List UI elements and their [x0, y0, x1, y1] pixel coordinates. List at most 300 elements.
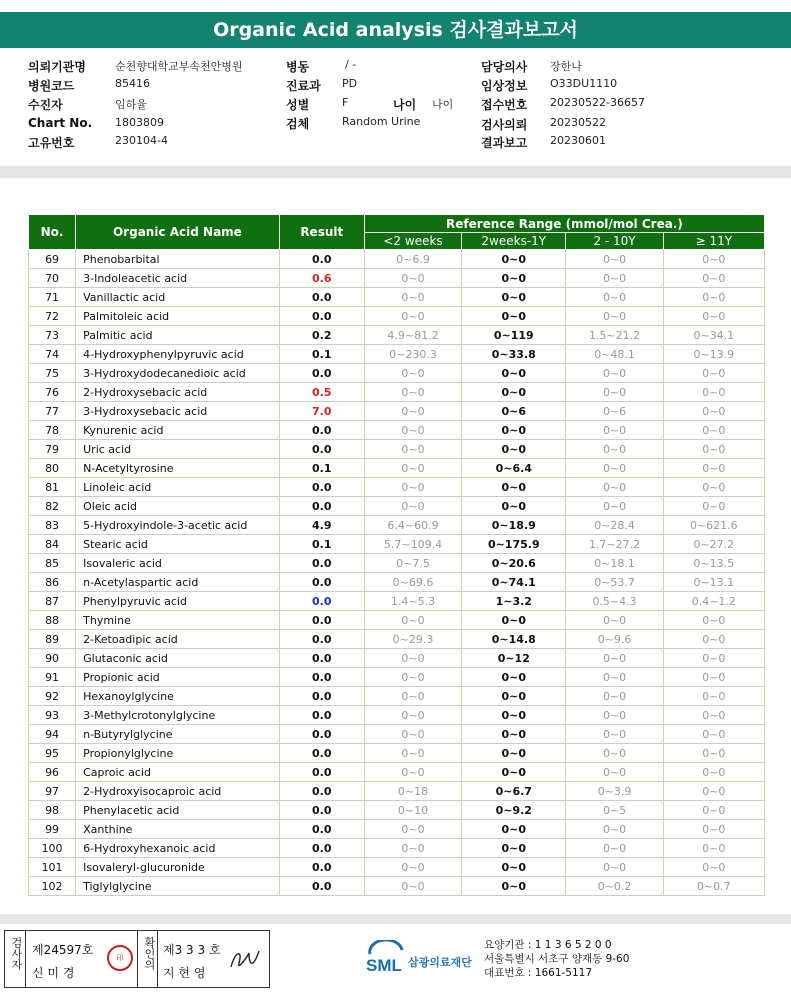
- row-number: 92: [29, 687, 76, 706]
- separator-band: [0, 166, 791, 178]
- range-under-2-weeks: 0~0: [364, 421, 461, 440]
- table-row: [29, 307, 765, 326]
- range-2weeks-1y: 0~0: [462, 763, 566, 782]
- result-value: 0.0: [279, 649, 364, 668]
- range-2weeks-1y: 0~18.9: [462, 516, 566, 535]
- result-value: 0.0: [279, 288, 364, 307]
- row-number: 100: [29, 839, 76, 858]
- acid-name: Tiglylglycine: [76, 877, 280, 896]
- range-2weeks-1y: 0~0: [462, 744, 566, 763]
- table-row: [29, 820, 765, 839]
- range-11y-plus: 0~27.2: [663, 535, 764, 554]
- request-value: 20230522: [550, 116, 606, 129]
- range-2weeks-1y: 1~3.2: [462, 592, 566, 611]
- table-row: [29, 326, 765, 345]
- range-11y-plus: 0~13.9: [663, 345, 764, 364]
- range-under-2-weeks: 0~0: [364, 649, 461, 668]
- table-row: [29, 421, 765, 440]
- acid-name: 6-Hydroxyhexanoic acid: [76, 839, 280, 858]
- range-2weeks-1y: 0~0: [462, 706, 566, 725]
- table-row: [29, 630, 765, 649]
- range-2-10y: 0.5~4.3: [566, 592, 663, 611]
- range-2-10y: 0~0: [566, 250, 663, 269]
- sex-label: 성별: [286, 98, 310, 112]
- range-2-10y: 0~0: [566, 649, 663, 668]
- acid-name: Hexanoylglycine: [76, 687, 280, 706]
- result-value: 4.9: [279, 516, 364, 535]
- range-under-2-weeks: 0~0: [364, 858, 461, 877]
- range-under-2-weeks: 0~0: [364, 744, 461, 763]
- range-2weeks-1y: 0~0: [462, 478, 566, 497]
- acid-name: 4-Hydroxyphenylpyruvic acid: [76, 345, 280, 364]
- header-r2: 2weeks-1Y: [462, 233, 566, 250]
- range-under-2-weeks: 1.4~5.3: [364, 592, 461, 611]
- acid-name: 3-Hydroxydodecanedioic acid: [76, 364, 280, 383]
- range-2weeks-1y: 0~0: [462, 611, 566, 630]
- acid-name: 2-Hydroxysebacic acid: [76, 383, 280, 402]
- row-number: 85: [29, 554, 76, 573]
- header-reference-range: Reference Range (mmol/mol Crea.): [364, 215, 764, 233]
- range-2-10y: 0~0: [566, 497, 663, 516]
- table-row: [29, 687, 765, 706]
- acid-name: n-Butyrylglycine: [76, 725, 280, 744]
- range-2weeks-1y: 0~0: [462, 725, 566, 744]
- range-under-2-weeks: 0~0: [364, 497, 461, 516]
- chart-value: 1803809: [115, 116, 164, 129]
- range-11y-plus: 0~0: [663, 725, 764, 744]
- code-value: 85416: [115, 77, 150, 90]
- table-row: [29, 250, 765, 269]
- range-2weeks-1y: 0~0: [462, 687, 566, 706]
- result-value: 0.0: [279, 782, 364, 801]
- confirm-label: 확인의: [143, 937, 156, 970]
- range-11y-plus: 0.4~1.2: [663, 592, 764, 611]
- table-row: [29, 839, 765, 858]
- row-number: 75: [29, 364, 76, 383]
- range-under-2-weeks: 0~0: [364, 383, 461, 402]
- range-2weeks-1y: 0~0: [462, 383, 566, 402]
- result-value: 0.0: [279, 877, 364, 896]
- range-2weeks-1y: 0~0: [462, 839, 566, 858]
- range-11y-plus: 0~0: [663, 402, 764, 421]
- range-2-10y: 0~0: [566, 706, 663, 725]
- acid-name: Uric acid: [76, 440, 280, 459]
- range-2weeks-1y: 0~0: [462, 440, 566, 459]
- result-value: 0.0: [279, 858, 364, 877]
- row-number: 98: [29, 801, 76, 820]
- acid-name: Palmitic acid: [76, 326, 280, 345]
- range-2-10y: 0~48.1: [566, 345, 663, 364]
- org-code: 요양기관 : 1 1 3 6 5 2 0 0: [484, 939, 612, 951]
- range-under-2-weeks: 0~0: [364, 820, 461, 839]
- range-11y-plus: 0~0: [663, 763, 764, 782]
- table-row: [29, 706, 765, 725]
- dept-value: PD: [342, 77, 358, 90]
- row-number: 83: [29, 516, 76, 535]
- hospital-label: 의뢰기관명: [28, 60, 86, 74]
- table-row: [29, 858, 765, 877]
- unique-value: 230104-4: [115, 134, 168, 147]
- range-2-10y: 0~0: [566, 725, 663, 744]
- range-11y-plus: 0~0: [663, 288, 764, 307]
- range-2weeks-1y: 0~0: [462, 364, 566, 383]
- range-11y-plus: 0~0: [663, 440, 764, 459]
- header-result: Result: [279, 215, 364, 250]
- result-value: 0.1: [279, 535, 364, 554]
- clinical-value: O33DU1110: [550, 77, 618, 90]
- table-row: [29, 763, 765, 782]
- result-value: 0.6: [279, 269, 364, 288]
- table-row: [29, 573, 765, 592]
- result-value: 0.0: [279, 668, 364, 687]
- tester-stamp: 印: [107, 945, 133, 971]
- row-number: 70: [29, 269, 76, 288]
- result-value: 0.1: [279, 459, 364, 478]
- acid-name: n-Acetylaspartic acid: [76, 573, 280, 592]
- range-2weeks-1y: 0~119: [462, 326, 566, 345]
- signature-box: [4, 930, 270, 988]
- ward-label: 병동: [286, 60, 310, 74]
- range-2-10y: 0~3.9: [566, 782, 663, 801]
- range-2weeks-1y: 0~175.9: [462, 535, 566, 554]
- range-11y-plus: 0~0: [663, 364, 764, 383]
- row-number: 97: [29, 782, 76, 801]
- range-2weeks-1y: 0~0: [462, 421, 566, 440]
- range-2weeks-1y: 0~0: [462, 668, 566, 687]
- range-2weeks-1y: 0~0: [462, 858, 566, 877]
- range-2weeks-1y: 0~9.2: [462, 801, 566, 820]
- acid-name: Xanthine: [76, 820, 280, 839]
- range-2weeks-1y: 0~6.7: [462, 782, 566, 801]
- row-number: 95: [29, 744, 76, 763]
- range-under-2-weeks: 0~6.9: [364, 250, 461, 269]
- range-under-2-weeks: 0~0: [364, 459, 461, 478]
- acid-name: N-Acetyltyrosine: [76, 459, 280, 478]
- range-2-10y: 0~0: [566, 839, 663, 858]
- result-value: 0.0: [279, 364, 364, 383]
- row-number: 78: [29, 421, 76, 440]
- confirm-name: 지 현 영: [163, 966, 206, 980]
- table-row: [29, 592, 765, 611]
- row-number: 80: [29, 459, 76, 478]
- request-label: 검사의뢰: [481, 118, 528, 132]
- header-name: Organic Acid Name: [76, 215, 280, 250]
- row-number: 77: [29, 402, 76, 421]
- row-number: 101: [29, 858, 76, 877]
- age-label: 나이: [393, 98, 417, 112]
- range-under-2-weeks: 0~10: [364, 801, 461, 820]
- acid-name: Phenylpyruvic acid: [76, 592, 280, 611]
- table-body: [29, 250, 765, 896]
- table-row: [29, 364, 765, 383]
- org-street: 서울특별시 서초구 양재동 9-60: [484, 953, 630, 965]
- tester-no: 제24597호: [32, 943, 94, 957]
- range-2weeks-1y: 0~20.6: [462, 554, 566, 573]
- row-number: 88: [29, 611, 76, 630]
- range-11y-plus: 0~13.1: [663, 573, 764, 592]
- range-2weeks-1y: 0~12: [462, 649, 566, 668]
- range-11y-plus: 0~0: [663, 421, 764, 440]
- row-number: 86: [29, 573, 76, 592]
- table-row: [29, 725, 765, 744]
- acid-name: Linoleic acid: [76, 478, 280, 497]
- hospital-value: 순천향대학교부속천안병원: [115, 60, 243, 73]
- table-row: [29, 801, 765, 820]
- specimen-label: 검체: [286, 117, 310, 131]
- result-value: 0.0: [279, 554, 364, 573]
- range-under-2-weeks: 0~0: [364, 725, 461, 744]
- range-2weeks-1y: 0~0: [462, 307, 566, 326]
- row-number: 76: [29, 383, 76, 402]
- row-number: 79: [29, 440, 76, 459]
- result-value: 0.0: [279, 250, 364, 269]
- range-2weeks-1y: 0~74.1: [462, 573, 566, 592]
- range-under-2-weeks: 0~0: [364, 611, 461, 630]
- range-under-2-weeks: 0~0: [364, 307, 461, 326]
- table-row: [29, 668, 765, 687]
- result-value: 0.0: [279, 611, 364, 630]
- range-2-10y: 0~0: [566, 687, 663, 706]
- range-under-2-weeks: 0~0: [364, 402, 461, 421]
- acid-name: Vanillactic acid: [76, 288, 280, 307]
- specimen-value: Random Urine: [342, 115, 421, 128]
- bottom-separator: [0, 914, 791, 924]
- result-value: 0.0: [279, 706, 364, 725]
- row-number: 89: [29, 630, 76, 649]
- range-11y-plus: 0~0: [663, 269, 764, 288]
- row-number: 74: [29, 345, 76, 364]
- range-under-2-weeks: 0~0: [364, 440, 461, 459]
- range-under-2-weeks: 0~0: [364, 668, 461, 687]
- table-row: [29, 269, 765, 288]
- table-row: [29, 535, 765, 554]
- range-under-2-weeks: 0~0: [364, 478, 461, 497]
- range-under-2-weeks: 0~0: [364, 763, 461, 782]
- result-value: 0.0: [279, 744, 364, 763]
- sml-logo: [366, 940, 472, 978]
- signature-icon: [227, 945, 263, 975]
- range-2-10y: 0~0: [566, 364, 663, 383]
- range-11y-plus: 0~0.7: [663, 877, 764, 896]
- range-2-10y: 0~0: [566, 744, 663, 763]
- row-number: 69: [29, 250, 76, 269]
- table-row: [29, 440, 765, 459]
- acid-name: Phenylacetic acid: [76, 801, 280, 820]
- range-11y-plus: 0~0: [663, 839, 764, 858]
- range-2weeks-1y: 0~0: [462, 877, 566, 896]
- acid-name: 3-Methylcrotonylglycine: [76, 706, 280, 725]
- result-value: 0.0: [279, 497, 364, 516]
- range-2-10y: 0~0: [566, 478, 663, 497]
- range-11y-plus: 0~13.5: [663, 554, 764, 573]
- row-number: 71: [29, 288, 76, 307]
- table-row: [29, 497, 765, 516]
- range-2-10y: 1.7~27.2: [566, 535, 663, 554]
- result-value: 0.0: [279, 592, 364, 611]
- result-value: 7.0: [279, 402, 364, 421]
- acid-name: 3-Hydroxysebacic acid: [76, 402, 280, 421]
- footer: [0, 926, 791, 994]
- acid-name: 2-Hydroxyisocaproic acid: [76, 782, 280, 801]
- acid-name: Caproic acid: [76, 763, 280, 782]
- range-2-10y: 0~0: [566, 858, 663, 877]
- range-11y-plus: 0~0: [663, 611, 764, 630]
- range-11y-plus: 0~0: [663, 250, 764, 269]
- range-under-2-weeks: 4.9~81.2: [364, 326, 461, 345]
- range-under-2-weeks: 0~29.3: [364, 630, 461, 649]
- tester-label: 검사자: [10, 937, 23, 970]
- header-r4: ≥ 11Y: [663, 233, 764, 250]
- range-under-2-weeks: 0~0: [364, 839, 461, 858]
- patient-label: 수진자: [28, 98, 63, 112]
- range-11y-plus: 0~0: [663, 497, 764, 516]
- range-11y-plus: 0~0: [663, 706, 764, 725]
- range-11y-plus: 0~0: [663, 383, 764, 402]
- table-row: [29, 877, 765, 896]
- acid-name: 5-Hydroxyindole-3-acetic acid: [76, 516, 280, 535]
- range-under-2-weeks: 0~230.3: [364, 345, 461, 364]
- range-2-10y: 0~5: [566, 801, 663, 820]
- unique-label: 고유번호: [28, 136, 75, 150]
- report-label: 결과보고: [481, 136, 528, 150]
- range-2-10y: 0~18.1: [566, 554, 663, 573]
- result-value: 0.0: [279, 421, 364, 440]
- table-row: [29, 554, 765, 573]
- range-2weeks-1y: 0~0: [462, 269, 566, 288]
- result-value: 0.0: [279, 763, 364, 782]
- result-value: 0.5: [279, 383, 364, 402]
- result-value: 0.0: [279, 820, 364, 839]
- range-2-10y: 0~0: [566, 288, 663, 307]
- table-row: [29, 383, 765, 402]
- row-number: 72: [29, 307, 76, 326]
- row-number: 82: [29, 497, 76, 516]
- sex-value: F: [342, 96, 349, 109]
- row-number: 99: [29, 820, 76, 839]
- table-row: [29, 744, 765, 763]
- acid-name: Thymine: [76, 611, 280, 630]
- range-11y-plus: 0~0: [663, 668, 764, 687]
- range-under-2-weeks: 6.4~60.9: [364, 516, 461, 535]
- header-no: No.: [29, 215, 76, 250]
- patient-value: 임하율: [115, 98, 147, 111]
- result-value: 0.0: [279, 725, 364, 744]
- row-number: 93: [29, 706, 76, 725]
- doctor-value: 장한나: [550, 60, 582, 73]
- result-value: 0.2: [279, 326, 364, 345]
- range-2-10y: 0~0: [566, 307, 663, 326]
- range-11y-plus: 0~0: [663, 307, 764, 326]
- range-under-2-weeks: 0~0: [364, 364, 461, 383]
- result-value: 0.1: [279, 345, 364, 364]
- row-number: 94: [29, 725, 76, 744]
- acid-name: Phenobarbital: [76, 250, 280, 269]
- dept-label: 진료과: [286, 79, 321, 93]
- range-under-2-weeks: 0~0: [364, 288, 461, 307]
- range-11y-plus: 0~0: [663, 744, 764, 763]
- patient-info: [0, 54, 791, 154]
- range-under-2-weeks: 0~18: [364, 782, 461, 801]
- acid-name: Isovaleric acid: [76, 554, 280, 573]
- header-r3: 2 - 10Y: [566, 233, 663, 250]
- table-row: [29, 478, 765, 497]
- acid-name: Propionylglycine: [76, 744, 280, 763]
- org-name: 삼광의료재단: [408, 956, 472, 969]
- range-2-10y: 0~0: [566, 421, 663, 440]
- range-2weeks-1y: 0~6.4: [462, 459, 566, 478]
- range-2weeks-1y: 0~0: [462, 820, 566, 839]
- code-label: 병원코드: [28, 79, 75, 93]
- table-row: [29, 459, 765, 478]
- range-2-10y: 0~0: [566, 820, 663, 839]
- range-11y-plus: 0~0: [663, 858, 764, 877]
- range-2weeks-1y: 0~0: [462, 288, 566, 307]
- range-under-2-weeks: 0~0: [364, 269, 461, 288]
- range-11y-plus: 0~0: [663, 459, 764, 478]
- acid-name: 2-Ketoadipic acid: [76, 630, 280, 649]
- doctor-label: 담당의사: [481, 60, 528, 74]
- acid-name: Isovaleryl-glucuronide: [76, 858, 280, 877]
- range-2-10y: 0~9.6: [566, 630, 663, 649]
- age-value: 나이: [432, 98, 454, 111]
- row-number: 90: [29, 649, 76, 668]
- result-value: 0.0: [279, 307, 364, 326]
- range-under-2-weeks: 0~0: [364, 877, 461, 896]
- acid-name: Propionic acid: [76, 668, 280, 687]
- receipt-value: 20230522-36657: [550, 96, 645, 109]
- result-value: 0.0: [279, 687, 364, 706]
- range-11y-plus: 0~0: [663, 820, 764, 839]
- svg-text:SML: SML: [366, 956, 402, 974]
- row-number: 96: [29, 763, 76, 782]
- table-row: [29, 345, 765, 364]
- acid-name: Oleic acid: [76, 497, 280, 516]
- result-value: 0.0: [279, 801, 364, 820]
- acid-name: Glutaconic acid: [76, 649, 280, 668]
- header-r1: <2 weeks: [364, 233, 461, 250]
- row-number: 73: [29, 326, 76, 345]
- acid-name: Palmitoleic acid: [76, 307, 280, 326]
- range-under-2-weeks: 0~7.5: [364, 554, 461, 573]
- range-2-10y: 0~0: [566, 763, 663, 782]
- range-11y-plus: 0~34.1: [663, 326, 764, 345]
- range-2-10y: 0~0: [566, 269, 663, 288]
- result-value: 0.0: [279, 573, 364, 592]
- result-value: 0.0: [279, 630, 364, 649]
- range-under-2-weeks: 0~0: [364, 706, 461, 725]
- row-number: 102: [29, 877, 76, 896]
- report-title: Organic Acid analysis 검사결과보고서: [0, 12, 791, 48]
- range-2-10y: 0~0: [566, 611, 663, 630]
- result-value: 0.0: [279, 839, 364, 858]
- range-11y-plus: 0~0: [663, 801, 764, 820]
- table-row: [29, 649, 765, 668]
- table-row: [29, 402, 765, 421]
- range-under-2-weeks: 5.7~109.4: [364, 535, 461, 554]
- range-11y-plus: 0~0: [663, 687, 764, 706]
- chart-label: Chart No.: [28, 116, 93, 130]
- range-under-2-weeks: 0~0: [364, 687, 461, 706]
- result-value: 0.0: [279, 440, 364, 459]
- acid-name: 3-Indoleacetic acid: [76, 269, 280, 288]
- tester-name: 신 미 경: [32, 966, 75, 980]
- acid-name: Kynurenic acid: [76, 421, 280, 440]
- row-number: 91: [29, 668, 76, 687]
- clinical-label: 임상정보: [481, 79, 528, 93]
- range-11y-plus: 0~0: [663, 649, 764, 668]
- range-2-10y: 0~6: [566, 402, 663, 421]
- range-2-10y: 0~53.7: [566, 573, 663, 592]
